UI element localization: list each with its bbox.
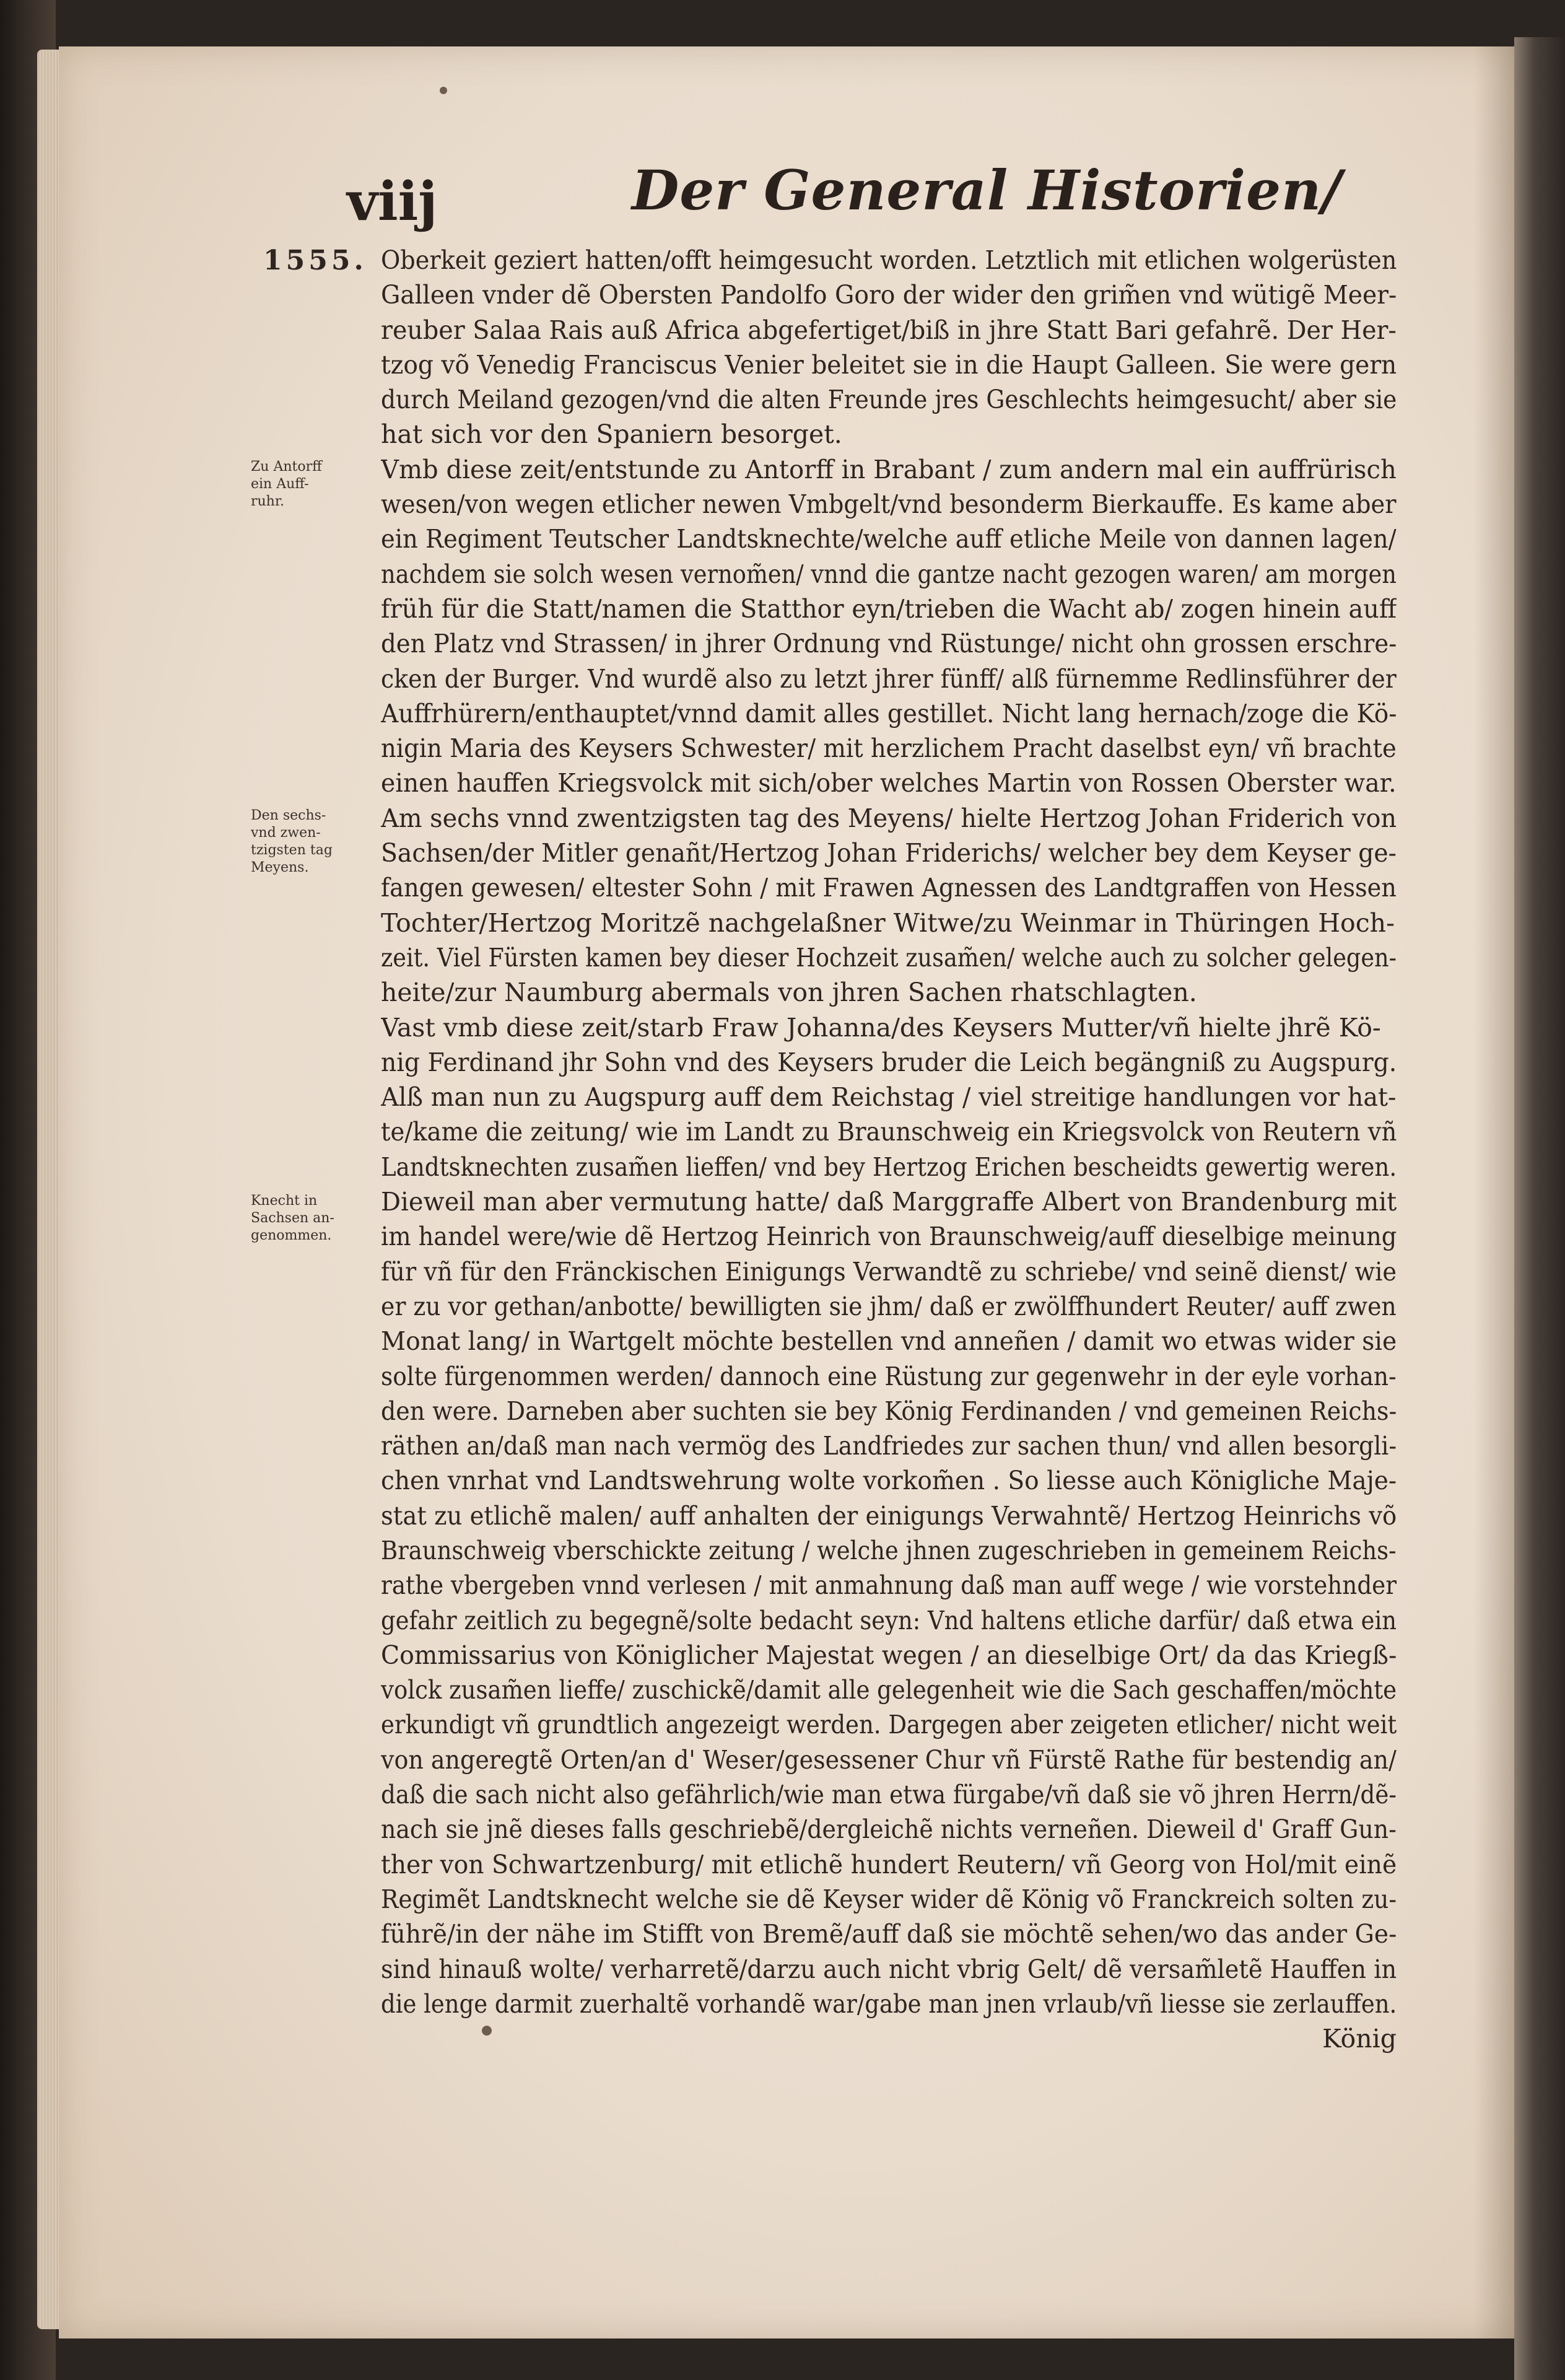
text-line: durch Meiland gezogen/vnd die alten Freunde jres Geschlechts heimgesucht/ aber sie: [381, 385, 1397, 415]
margin-note-line: Knecht in: [251, 1193, 318, 1209]
text-line: volck zusam̃en lieffe/ zuschickẽ/damit alle gelegenheit wie die Sach geschaffen/möchte: [381, 1675, 1397, 1705]
text-line: Braunschweig vberschickte zeitung / welche jhnen zugeschrieben in gemeinem Reichs-: [381, 1535, 1397, 1565]
margin-note-line: vnd zwen-: [251, 825, 321, 841]
text-line: reuber Salaa Rais auß Africa abgefertiget/biß in jhre Statt Bari gefahrẽ. Der Her-: [381, 315, 1397, 345]
text-line: Vmb diese zeit/entstunde zu Antorff in Brabant / zum andern mal ein auffrürisch: [381, 454, 1397, 484]
running-title: Der General Historien/: [632, 158, 1343, 222]
text-line: einen hauffen Kriegsvolck mit sich/ober welches Martin von Rossen Oberster war.: [381, 768, 1397, 798]
ink-spot: [440, 87, 447, 94]
text-line: cken der Burger. Vnd wurdẽ also zu letzt jhrer fünff/ alß fürnemme Redlinsführer der: [381, 663, 1397, 694]
text-line: sind hinauß wolte/ verharretẽ/darzu auch nicht vbrig Gelt/ dẽ versam̃letẽ Hauffen in: [381, 1954, 1397, 1984]
text-line: heite/zur Naumburg abermals von jhren Sachen rhatschlagten.: [381, 978, 1197, 1008]
margin-note-line: Zu Antorff: [251, 459, 322, 475]
text-line: stat zu etlichẽ malen/ auff anhalten der einigungs Verwahntẽ/ Hertzog Heinrichs võ: [381, 1500, 1397, 1531]
text-line: chen vnrhat vnd Landtswehrung wolte vorkom̃en . So liesse auch Königliche Maje-: [381, 1466, 1397, 1496]
text-line: Tochter/Hertzog Moritzẽ nachgelaßner Witwe/zu Weinmar in Thüringen Hoch-: [381, 908, 1395, 938]
text-line: räthen an/daß man nach vermög des Landfriedes zur sachen thun/ vnd allen besorgli-: [381, 1431, 1397, 1461]
text-line: Alß man nun zu Augspurg auff dem Reichstag / viel streitige handlungen vor hat-: [381, 1082, 1397, 1113]
book-cover-edge: [1514, 37, 1565, 2380]
margin-note-line: Meyens.: [251, 860, 309, 875]
text-line: fangen gewesen/ eltester Sohn / mit Frawen Agnessen des Landtgraffen von Hessen: [381, 873, 1397, 903]
page-fold-shade: [1474, 46, 1514, 2338]
margin-note-line: tzigsten tag: [251, 842, 333, 858]
text-line: wesen/von wegen etlicher newen Vmbgelt/vnd besonderm Bierkauffe. Es kame aber: [381, 489, 1397, 520]
text-line: hat sich vor den Spaniern besorget.: [381, 419, 842, 450]
text-line: tzog võ Venedig Franciscus Venier beleitet sie in die Haupt Galleen. Sie were gern: [381, 349, 1397, 380]
margin-note: [251, 458, 384, 510]
text-line: Vast vmb diese zeit/starb Fraw Johanna/des Keysers Mutter/vñ hielte jhrẽ Kö-: [381, 1012, 1381, 1043]
text-line: nachdem sie solch wesen vernom̃en/ vnnd die gantze nacht gezogen waren/ am morgen: [381, 559, 1397, 589]
text-line: er zu vor gethan/anbotte/ bewilligten sie jhm/ daß er zwölffhundert Reuter/ auff zwen: [381, 1291, 1397, 1321]
text-line: ein Regiment Teutscher Landtsknechte/welche auff etliche Meile von dannen lagen/: [381, 524, 1397, 554]
text-line: nigin Maria des Keysers Schwester/ mit herzlichem Pracht daselbst eyn/ vñ brachte: [381, 733, 1397, 764]
text-line: gefahr zeitlich zu begegnẽ/solte bedacht seyn: Vnd haltens etliche darfür/ daß etwa ein: [381, 1605, 1397, 1635]
margin-note-line: ein Auff-: [251, 476, 309, 492]
text-line: Galleen vnder dẽ Obersten Pandolfo Goro der wider den grim̃en vnd wütigẽ Meer-: [381, 280, 1397, 310]
text-line: ther von Schwartzenburg/ mit etlichẽ hundert Reutern/ vñ Georg von Hol/mit einẽ: [381, 1849, 1397, 1879]
catchword: König: [1322, 2024, 1397, 2054]
text-line: te/kame die zeitung/ wie im Landt zu Braunschweig ein Kriegsvolck von Reutern vñ: [381, 1117, 1397, 1147]
text-line: den Platz vnd Strassen/ in jhrer Ordnung vnd Rüstunge/ nicht ohn grossen erschre-: [381, 629, 1397, 659]
text-line: Monat lang/ in Wartgelt möchte bestellen vnd anneñen / damit wo etwas wider sie: [381, 1326, 1397, 1357]
text-line: nach sie jnẽ dieses falls geschriebẽ/dergleichẽ nichts verneñen. Dieweil d' Graff Gun-: [381, 1814, 1397, 1845]
text-line: früh für die Statt/namen die Statthor eyn/trieben die Wacht ab/ zogen hinein auff: [381, 593, 1397, 624]
text-line: rathe vbergeben vnnd verlesen / mit anmahnung daß man auff wege / wie vorstehnder: [381, 1570, 1397, 1601]
margin-note-line: Den sechs-: [251, 808, 326, 823]
margin-note-line: genommen.: [251, 1228, 332, 1243]
text-line: zeit. Viel Fürsten kamen bey dieser Hochzeit zusam̃en/ welche auch zu solcher gelegen-: [381, 942, 1397, 973]
margin-note: [251, 807, 384, 877]
text-line: Sachsen/der Mitler genañt/Hertzog Johan Friderichs/ welcher bey dem Keyser ge-: [381, 838, 1397, 868]
text-line: daß die sach nicht also gefährlich/wie man etwa fürgabe/vñ daß sie võ jhren Herrn/dẽ-: [381, 1780, 1397, 1810]
text-line: führẽ/in der nähe im Stifft von Bremẽ/auff daß sie möchtẽ sehen/wo das ander Ge-: [381, 1919, 1397, 1949]
text-line: erkundigt vñ grundtlich angezeigt werden. Dargegen aber zeigeten etlicher/ nicht weit: [381, 1710, 1397, 1740]
text-line: Auffrhürern/enthauptet/vnnd damit alles gestillet. Nicht lang hernach/zoge die Kö-: [381, 698, 1397, 728]
text-line: Commissarius von Königlicher Majestat wegen / an dieselbige Ort/ da das Kriegß-: [381, 1640, 1397, 1670]
folio-number: viij: [347, 170, 438, 233]
text-line: von angeregtẽ Orten/an d' Weser/gesessener Chur vñ Fürstẽ Rathe für bestendig an/: [381, 1744, 1397, 1775]
text-line: für vñ für den Fränckischen Einigungs Verwandtẽ zu schriebe/ vnd seinẽ dienst/ wie: [381, 1256, 1397, 1287]
text-line: die lenge darmit zuerhaltẽ vorhandẽ war/gabe man jnen vrlaub/vñ liesse sie zerlauffen.: [381, 1988, 1397, 2019]
text-line: Dieweil man aber vermutung hatte/ daß Marggraffe Albert von Brandenburg mit: [381, 1187, 1397, 1217]
text-line: solte fürgenommen werden/ dannoch eine Rüstung zur gegenwehr in der eyle vorhan-: [381, 1361, 1397, 1391]
text-line: den were. Darneben aber suchten sie bey König Ferdinanden / vnd gemeinen Reichs-: [381, 1396, 1397, 1426]
margin-note-line: Sachsen an-: [251, 1210, 334, 1226]
body-text: [381, 243, 1397, 2056]
text-line: nig Ferdinand jhr Sohn vnd des Keysers bruder die Leich begängniß zu Augspurg.: [381, 1047, 1397, 1077]
text-line: Landtsknechten zusam̃en lieffen/ vnd bey Hertzog Erichen bescheidts gewertig weren.: [381, 1152, 1397, 1182]
text-line: Regimẽt Landtsknecht welche sie dẽ Keyser wider dẽ König võ Franckreich solten zu-: [381, 1884, 1397, 1914]
text-line: Oberkeit geziert hatten/offt heimgesucht worden. Letztlich mit etlichen wolgerüsten: [381, 245, 1397, 275]
text-line: Am sechs vnnd zwentzigsten tag des Meyens/ hielte Hertzog Johan Friderich von: [381, 803, 1397, 833]
text-line: im handel were/wie dẽ Hertzog Heinrich von Braunschweig/auff dieselbige meinung: [381, 1222, 1397, 1252]
margin-note-line: ruhr.: [251, 494, 284, 509]
year-marginal: 1555.: [263, 245, 367, 276]
page-edges: [37, 50, 62, 2329]
page-header: [347, 158, 1400, 251]
margin-note: [251, 1192, 384, 1245]
